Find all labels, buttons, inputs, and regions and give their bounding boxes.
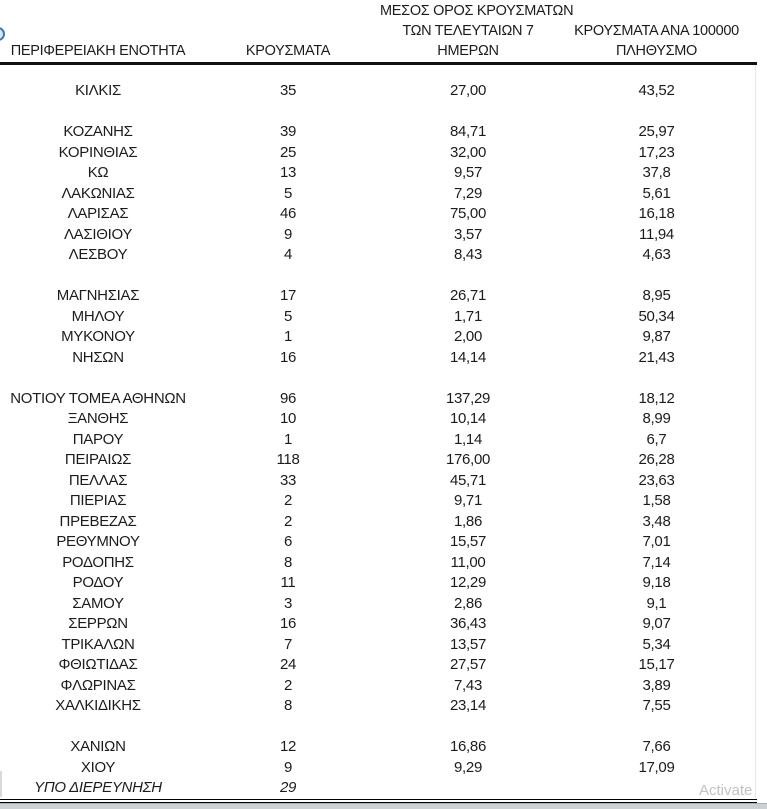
table-row xyxy=(0,143,757,164)
per100k-cell: 21,43 xyxy=(638,348,675,366)
per100k-cell: 3,48 xyxy=(642,512,671,530)
cases-cell: 7 xyxy=(283,635,293,653)
avg7-cell: 2,00 xyxy=(454,328,482,345)
avg7-cell: 9,71 xyxy=(454,492,482,509)
avg7-cell: 27,57 xyxy=(449,656,487,673)
per100k-cell: 7,55 xyxy=(642,697,671,714)
per100k-cell: 11,94 xyxy=(639,225,674,243)
avg7-cell: 32,00 xyxy=(449,143,487,161)
avg7-cell: 9,57 xyxy=(454,164,482,181)
table-row xyxy=(0,635,757,656)
per100k-cell: 43,52 xyxy=(638,82,675,99)
per100k-cell: 9,07 xyxy=(642,615,671,632)
per100k-cell: 16,18 xyxy=(638,205,675,222)
table-row xyxy=(0,573,757,594)
table-row xyxy=(0,327,757,348)
table-row xyxy=(0,163,757,184)
per100k-cell: 7,14 xyxy=(642,553,671,571)
region-cell: ΡΟΔΟΥ xyxy=(72,574,124,591)
table-row xyxy=(0,81,757,102)
cases-cell: 33 xyxy=(279,471,297,489)
table-row xyxy=(0,389,757,410)
group-spacer xyxy=(0,717,757,738)
cases-cell: 9 xyxy=(283,758,293,776)
avg7-cell: 11,00 xyxy=(450,553,486,571)
table-row xyxy=(0,553,757,574)
region-cell: ΡΟΔΟΠΗΣ xyxy=(62,553,134,571)
region-cell: ΤΡΙΚΑΛΩΝ xyxy=(61,635,135,653)
per100k-cell: 9,18 xyxy=(642,574,671,591)
table-row xyxy=(0,676,757,697)
region-cell: ΝΗΣΩΝ xyxy=(72,348,124,366)
region-cell: ΠΕΙΡΑΙΩΣ xyxy=(64,451,132,468)
cases-cell: 25 xyxy=(279,143,297,161)
table-row xyxy=(0,450,757,471)
table-row xyxy=(0,225,757,246)
per100k-cell: 7,66 xyxy=(642,738,671,755)
region-cell: ΚΩ xyxy=(87,164,109,181)
header-avg7-line2: ΤΩΝ ΤΕΛΕΥΤΑΙΩΝ 7 xyxy=(402,23,534,39)
table-row xyxy=(0,778,757,799)
cases-cell: 13 xyxy=(279,164,297,181)
region-cell: ΚΟΖΑΝΗΣ xyxy=(63,123,133,140)
group-spacer xyxy=(0,266,757,287)
table-row xyxy=(0,430,757,451)
table-row xyxy=(0,696,757,717)
per100k-cell: 8,95 xyxy=(642,287,671,304)
avg7-cell: 45,71 xyxy=(449,471,487,489)
table-row xyxy=(0,245,757,266)
avg7-cell: 176,00 xyxy=(445,451,491,468)
per100k-cell: 3,89 xyxy=(642,676,671,694)
region-cell: ΝΟΤΙΟΥ ΤΟΜΕΑ ΑΘΗΝΩΝ xyxy=(10,389,186,407)
cases-cell: 11 xyxy=(280,574,296,591)
header-region xyxy=(0,41,196,62)
cases-cell: 5 xyxy=(283,307,293,325)
header-region-label: ΠΕΡΙΦΕΡΕΙΑΚΗ ΕΝΟΤΗΤΑ xyxy=(10,43,186,59)
cases-cell: 46 xyxy=(279,205,297,222)
region-cell: ΞΑΝΘΗΣ xyxy=(67,410,129,427)
per100k-cell: 7,01 xyxy=(642,533,671,550)
avg7-cell: 15,57 xyxy=(449,533,487,550)
per100k-cell: 5,34 xyxy=(642,635,671,653)
cases-cell: 2 xyxy=(283,512,293,530)
header-cases xyxy=(196,41,380,62)
per100k-cell: 15,17 xyxy=(638,656,675,673)
table-row xyxy=(0,758,757,779)
avg7-cell: 7,43 xyxy=(454,676,482,694)
avg7-cell: 2,86 xyxy=(454,594,482,612)
avg7-cell: 137,29 xyxy=(445,389,491,407)
table-row xyxy=(0,491,757,512)
per100k-cell xyxy=(556,778,757,799)
avg7-cell: 23,14 xyxy=(449,697,487,714)
region-cell: ΠΑΡΟΥ xyxy=(72,430,124,448)
activate-watermark: Activate xyxy=(699,782,753,799)
table-header-row xyxy=(0,0,757,65)
left-edge-artifact xyxy=(0,771,2,797)
table-row xyxy=(0,655,757,676)
header-per100k-line2: ΠΛΗΘΥΣΜΟ xyxy=(615,43,698,59)
avg7-cell: 36,43 xyxy=(449,615,487,632)
per100k-cell: 6,7 xyxy=(646,430,667,448)
avg7-cell: 26,71 xyxy=(449,287,487,304)
avg7-cell: 8,43 xyxy=(454,246,482,263)
region-cell: ΦΛΩΡΙΝΑΣ xyxy=(60,676,136,694)
region-cell: ΜΑΓΝΗΣΙΑΣ xyxy=(56,287,140,304)
region-cell: ΚΟΡΙΝΘΙΑΣ xyxy=(58,143,138,161)
table-body xyxy=(0,65,757,799)
region-cell: ΧΑΛΚΙΔΙΚΗΣ xyxy=(55,697,141,714)
avg7-cell: 1,71 xyxy=(454,307,482,325)
group-spacer xyxy=(0,102,757,123)
region-cell: ΛΕΣΒΟΥ xyxy=(68,246,128,263)
per100k-cell: 1,58 xyxy=(642,492,671,509)
cases-cell: 96 xyxy=(279,389,297,407)
region-cell: ΣΑΜΟΥ xyxy=(72,594,124,612)
region-cell: ΡΕΘΥΜΝΟΥ xyxy=(56,533,140,550)
window-bottom-bar xyxy=(0,803,767,809)
avg7-cell: 27,00 xyxy=(449,82,487,99)
table-row xyxy=(0,286,757,307)
per100k-cell: 17,09 xyxy=(638,758,675,776)
cases-cell: 1 xyxy=(283,430,293,448)
region-cell: ΜΗΛΟΥ xyxy=(71,307,125,325)
per100k-cell: 26,28 xyxy=(638,451,675,468)
cases-cell: 9 xyxy=(283,225,293,243)
cases-cell: 1 xyxy=(283,328,293,345)
cases-cell: 2 xyxy=(283,676,293,694)
per100k-cell: 25,97 xyxy=(638,123,675,140)
cases-cell: 39 xyxy=(279,123,297,140)
table-row xyxy=(0,532,757,553)
per100k-cell: 9,1 xyxy=(646,594,667,612)
header-avg7-line1: ΜΕΣΟΣ ΟΡΟΣ ΚΡΟΥΣΜΑΤΩΝ xyxy=(380,3,574,19)
header-per100k xyxy=(556,21,757,62)
region-cell: ΛΑΡΙΣΑΣ xyxy=(67,205,129,222)
cases-cell: 24 xyxy=(279,656,297,673)
table-row xyxy=(0,184,757,205)
avg7-cell: 10,14 xyxy=(449,410,487,427)
avg7-cell: 14,14 xyxy=(449,348,487,366)
avg7-cell: 75,00 xyxy=(449,205,487,222)
per100k-cell: 18,12 xyxy=(638,389,675,407)
avg7-cell: 84,71 xyxy=(449,123,487,140)
region-cell: ΣΕΡΡΩΝ xyxy=(68,615,128,632)
region-cell: ΥΠΟ ΔΙΕΡΕΥΝΗΣΗ xyxy=(34,779,162,796)
avg7-cell xyxy=(380,778,556,799)
table-row xyxy=(0,594,757,615)
per100k-cell: 9,87 xyxy=(642,328,671,345)
group-spacer xyxy=(0,368,757,389)
per100k-cell: 37,8 xyxy=(642,164,671,181)
per100k-cell: 5,61 xyxy=(642,184,671,202)
per100k-cell: 4,63 xyxy=(642,246,671,263)
avg7-cell: 12,29 xyxy=(449,574,487,591)
cases-cell: 2 xyxy=(283,492,293,509)
cases-cell: 29 xyxy=(279,779,297,796)
table-row xyxy=(0,614,757,635)
region-cell: ΧΑΝΙΩΝ xyxy=(70,738,126,755)
avg7-cell: 1,14 xyxy=(454,430,482,448)
cases-cell: 4 xyxy=(283,246,293,263)
avg7-cell: 9,29 xyxy=(454,758,482,776)
avg7-cell: 13,57 xyxy=(449,635,487,653)
region-cell: ΠΕΛΛΑΣ xyxy=(68,471,128,489)
cases-cell: 8 xyxy=(283,697,293,714)
cases-cell: 17 xyxy=(279,287,297,304)
cases-cell: 16 xyxy=(279,348,297,366)
table-row xyxy=(0,471,757,492)
per100k-cell: 8,99 xyxy=(642,410,671,427)
table-row xyxy=(0,737,757,758)
cases-cell: 5 xyxy=(283,184,293,202)
header-per100k-line1: ΚΡΟΥΣΜΑΤΑ ΑΝΑ 100000 xyxy=(574,23,739,39)
cases-cell: 10 xyxy=(279,410,297,427)
cases-cell: 16 xyxy=(279,615,297,632)
cases-cell: 3 xyxy=(283,594,293,612)
header-cases-label: ΚΡΟΥΣΜΑΤΑ xyxy=(245,43,331,59)
region-cell: ΛΑΚΩΝΙΑΣ xyxy=(61,184,135,202)
cases-cell: 6 xyxy=(283,533,293,550)
region-cell: ΚΙΛΚΙΣ xyxy=(75,82,121,99)
avg7-cell: 3,57 xyxy=(454,225,482,243)
table-row xyxy=(0,307,757,328)
table-row xyxy=(0,348,757,369)
table-row xyxy=(0,122,757,143)
region-cell: ΧΙΟΥ xyxy=(80,758,116,776)
cases-cell: 35 xyxy=(279,82,297,99)
avg7-cell: 16,86 xyxy=(449,738,487,755)
region-cell: ΠΙΕΡΙΑΣ xyxy=(69,492,127,509)
per100k-cell: 17,23 xyxy=(638,143,675,161)
region-cell: ΜΥΚΟΝΟΥ xyxy=(61,328,135,345)
per100k-cell: 23,63 xyxy=(638,471,675,489)
region-cell: ΠΡΕΒΕΖΑΣ xyxy=(59,512,137,530)
region-cell: ΛΑΣΙΘΙΟΥ xyxy=(63,225,133,243)
table-row xyxy=(0,512,757,533)
table-row xyxy=(0,409,757,430)
header-avg7-line3: ΗΜΕΡΩΝ xyxy=(437,43,499,59)
avg7-cell: 7,29 xyxy=(454,184,482,202)
header-avg7 xyxy=(380,1,574,62)
cases-cell: 8 xyxy=(283,553,293,571)
region-cell: ΦΘΙΩΤΙΔΑΣ xyxy=(58,656,138,673)
per100k-cell: 50,34 xyxy=(638,307,675,325)
cases-cell: 118 xyxy=(276,451,300,468)
table-row xyxy=(0,204,757,225)
avg7-cell: 1,86 xyxy=(454,512,482,530)
cases-cell: 12 xyxy=(279,738,297,755)
